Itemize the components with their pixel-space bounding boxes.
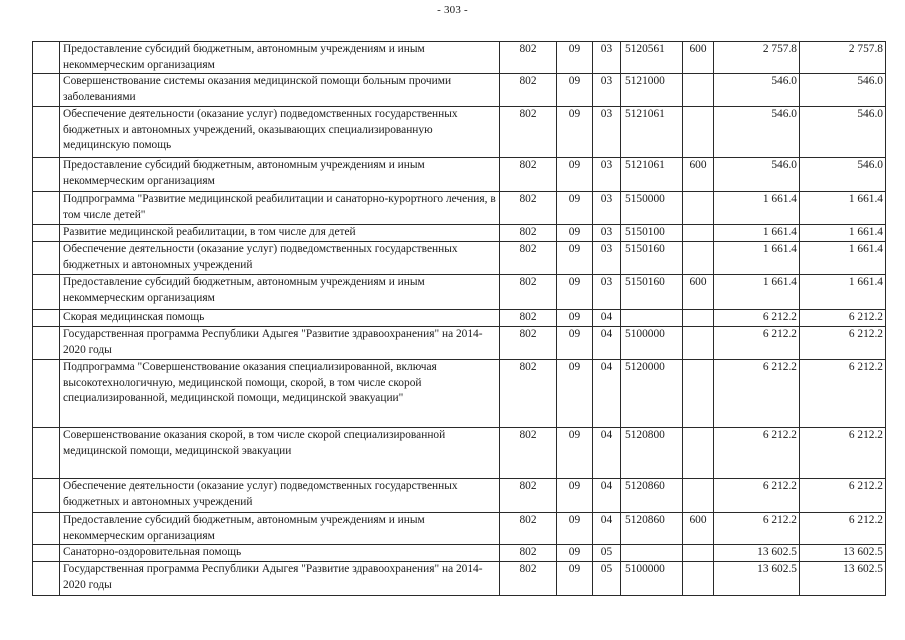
row-blank-cell (33, 192, 60, 225)
expense-type-code (683, 562, 714, 596)
ved-code: 802 (500, 225, 557, 242)
page-number: - 303 - (437, 4, 468, 16)
section-code: 09 (557, 242, 593, 275)
row-blank-cell (33, 513, 60, 545)
subsection-code: 03 (593, 74, 621, 107)
amount-2: 6 212.2 (800, 479, 886, 513)
target-code: 5120860 (621, 479, 683, 513)
amount-1: 546.0 (714, 74, 800, 107)
section-code: 09 (557, 42, 593, 74)
row-blank-cell (33, 158, 60, 192)
table-row (33, 513, 886, 545)
section-code: 09 (557, 562, 593, 596)
ved-code: 802 (500, 428, 557, 479)
amount-1: 1 661.4 (714, 225, 800, 242)
expense-type-code (683, 192, 714, 225)
amount-1: 6 212.2 (714, 479, 800, 513)
row-blank-cell (33, 242, 60, 275)
table-row (33, 310, 886, 327)
item-name: Государственная программа Республики Адыгея "Развитие здравоохранения" на 2014-2020 годы (60, 327, 500, 360)
ved-code: 802 (500, 479, 557, 513)
row-blank-cell (33, 428, 60, 479)
item-name: Совершенствование оказания скорой, в том числе скорой специализированной медицинской помощи, медицинской эвакуации (60, 428, 500, 479)
section-code: 09 (557, 428, 593, 479)
table-row (33, 225, 886, 242)
expense-type-code: 600 (683, 42, 714, 74)
section-code: 09 (557, 107, 593, 158)
target-code: 5121061 (621, 158, 683, 192)
item-name: Предоставление субсидий бюджетным, автономным учреждениям и иным некоммерческим организациям (60, 513, 500, 545)
expense-type-code (683, 242, 714, 275)
target-code: 5100000 (621, 327, 683, 360)
row-blank-cell (33, 42, 60, 74)
target-code: 5121000 (621, 74, 683, 107)
item-name: Развитие медицинской реабилитации, в том числе для детей (60, 225, 500, 242)
target-code: 5100000 (621, 562, 683, 596)
row-blank-cell (33, 545, 60, 562)
row-blank-cell (33, 360, 60, 428)
target-code: 5150160 (621, 242, 683, 275)
amount-2: 13 602.5 (800, 562, 886, 596)
ved-code: 802 (500, 310, 557, 327)
section-code: 09 (557, 545, 593, 562)
table-row (33, 479, 886, 513)
ved-code: 802 (500, 275, 557, 310)
section-code: 09 (557, 74, 593, 107)
subsection-code: 05 (593, 545, 621, 562)
amount-1: 546.0 (714, 107, 800, 158)
amount-2: 546.0 (800, 158, 886, 192)
item-name: Совершенствование системы оказания медицинской помощи больным прочими заболеваниями (60, 74, 500, 107)
section-code: 09 (557, 192, 593, 225)
ved-code: 802 (500, 74, 557, 107)
amount-2: 1 661.4 (800, 275, 886, 310)
section-code: 09 (557, 225, 593, 242)
target-code: 5121061 (621, 107, 683, 158)
section-code: 09 (557, 513, 593, 545)
subsection-code: 04 (593, 513, 621, 545)
amount-2: 6 212.2 (800, 310, 886, 327)
amount-1: 1 661.4 (714, 242, 800, 275)
target-code (621, 310, 683, 327)
subsection-code: 03 (593, 42, 621, 74)
item-name: Предоставление субсидий бюджетным, автономным учреждениям и иным некоммерческим организациям (60, 158, 500, 192)
expense-type-code (683, 360, 714, 428)
ved-code: 802 (500, 327, 557, 360)
table-row (33, 428, 886, 479)
expense-type-code (683, 310, 714, 327)
budget-table (32, 41, 886, 596)
expense-type-code: 600 (683, 513, 714, 545)
section-code: 09 (557, 310, 593, 327)
row-blank-cell (33, 479, 60, 513)
expense-type-code (683, 479, 714, 513)
target-code: 5120000 (621, 360, 683, 428)
row-blank-cell (33, 310, 60, 327)
section-code: 09 (557, 158, 593, 192)
amount-1: 6 212.2 (714, 513, 800, 545)
subsection-code: 03 (593, 242, 621, 275)
subsection-code: 04 (593, 327, 621, 360)
table-row (33, 242, 886, 275)
item-name: Санаторно-оздоровительная помощь (60, 545, 500, 562)
ved-code: 802 (500, 158, 557, 192)
expense-type-code (683, 225, 714, 242)
expense-type-code: 600 (683, 275, 714, 310)
amount-1: 546.0 (714, 158, 800, 192)
item-name: Обеспечение деятельности (оказание услуг) подведомственных государственных бюджетных и автономных учреждений (60, 242, 500, 275)
subsection-code: 05 (593, 562, 621, 596)
amount-2: 13 602.5 (800, 545, 886, 562)
section-code: 09 (557, 275, 593, 310)
ved-code: 802 (500, 562, 557, 596)
table-row (33, 107, 886, 158)
target-code: 5150160 (621, 275, 683, 310)
table-row (33, 275, 886, 310)
amount-1: 6 212.2 (714, 360, 800, 428)
ved-code: 802 (500, 545, 557, 562)
ved-code: 802 (500, 42, 557, 74)
amount-1: 1 661.4 (714, 275, 800, 310)
subsection-code: 03 (593, 158, 621, 192)
ved-code: 802 (500, 192, 557, 225)
amount-1: 6 212.2 (714, 327, 800, 360)
target-code: 5120800 (621, 428, 683, 479)
amount-2: 6 212.2 (800, 513, 886, 545)
ved-code: 802 (500, 360, 557, 428)
target-code: 5150100 (621, 225, 683, 242)
target-code: 5120860 (621, 513, 683, 545)
item-name: Обеспечение деятельности (оказание услуг) подведомственных государственных бюджетных и автономных учреждений, оказывающих специализированную медицинскую помощь (60, 107, 500, 158)
expense-type-code (683, 545, 714, 562)
subsection-code: 03 (593, 192, 621, 225)
table-row (33, 42, 886, 74)
amount-2: 1 661.4 (800, 242, 886, 275)
section-code: 09 (557, 360, 593, 428)
ved-code: 802 (500, 242, 557, 275)
table-row (33, 545, 886, 562)
expense-type-code (683, 74, 714, 107)
table-row (33, 192, 886, 225)
table-row (33, 562, 886, 596)
table-row (33, 360, 886, 428)
ved-code: 802 (500, 513, 557, 545)
row-blank-cell (33, 275, 60, 310)
expense-type-code: 600 (683, 158, 714, 192)
item-name: Скорая медицинская помощь (60, 310, 500, 327)
target-code: 5150000 (621, 192, 683, 225)
item-name: Обеспечение деятельности (оказание услуг) подведомственных государственных бюджетных и автономных учреждений (60, 479, 500, 513)
amount-2: 546.0 (800, 74, 886, 107)
item-name: Подпрограмма "Развитие медицинской реабилитации и санаторно-курортного лечения, в том числе детей" (60, 192, 500, 225)
subsection-code: 04 (593, 479, 621, 513)
row-blank-cell (33, 225, 60, 242)
expense-type-code (683, 428, 714, 479)
amount-1: 2 757.8 (714, 42, 800, 74)
amount-1: 13 602.5 (714, 545, 800, 562)
amount-2: 546.0 (800, 107, 886, 158)
subsection-code: 04 (593, 428, 621, 479)
section-code: 09 (557, 327, 593, 360)
target-code (621, 545, 683, 562)
amount-2: 6 212.2 (800, 327, 886, 360)
subsection-code: 04 (593, 360, 621, 428)
ved-code: 802 (500, 107, 557, 158)
item-name: Государственная программа Республики Адыгея "Развитие здравоохранения" на 2014-2020 годы (60, 562, 500, 596)
section-code: 09 (557, 479, 593, 513)
amount-1: 13 602.5 (714, 562, 800, 596)
table-row (33, 158, 886, 192)
amount-2: 6 212.2 (800, 428, 886, 479)
amount-1: 6 212.2 (714, 310, 800, 327)
amount-2: 1 661.4 (800, 192, 886, 225)
amount-2: 6 212.2 (800, 360, 886, 428)
target-code: 5120561 (621, 42, 683, 74)
table-row (33, 74, 886, 107)
table-row (33, 327, 886, 360)
expense-type-code (683, 107, 714, 158)
subsection-code: 03 (593, 275, 621, 310)
subsection-code: 04 (593, 310, 621, 327)
amount-2: 2 757.8 (800, 42, 886, 74)
row-blank-cell (33, 74, 60, 107)
item-name: Предоставление субсидий бюджетным, автономным учреждениям и иным некоммерческим организациям (60, 275, 500, 310)
amount-2: 1 661.4 (800, 225, 886, 242)
row-blank-cell (33, 562, 60, 596)
expense-type-code (683, 327, 714, 360)
amount-1: 1 661.4 (714, 192, 800, 225)
item-name: Подпрограмма "Совершенствование оказания специализированной, включая высокотехнологичную, медицинской помощи, скорой, в том числе скорой специализированной, медицинской помощи, медицинской эвакуации" (60, 360, 500, 428)
row-blank-cell (33, 107, 60, 158)
subsection-code: 03 (593, 225, 621, 242)
subsection-code: 03 (593, 107, 621, 158)
amount-1: 6 212.2 (714, 428, 800, 479)
item-name: Предоставление субсидий бюджетным, автономным учреждениям и иным некоммерческим организациям (60, 42, 500, 74)
row-blank-cell (33, 327, 60, 360)
